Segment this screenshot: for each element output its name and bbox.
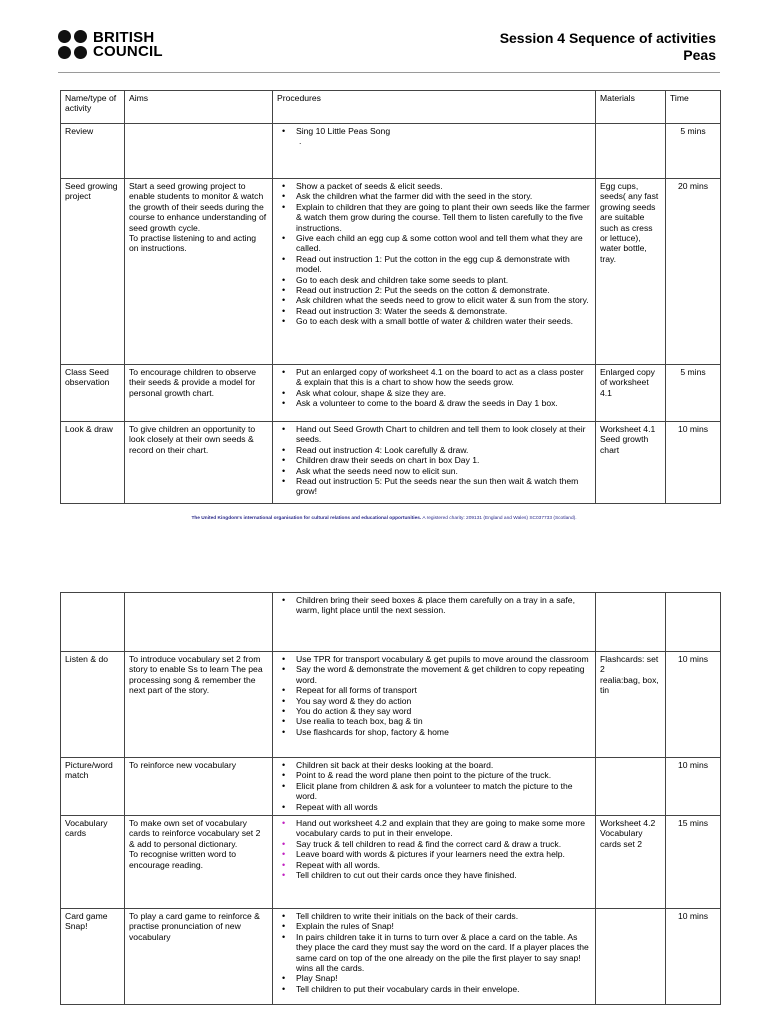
footer-charity-info: A registered charity: 209131 (England and Wales) SC037733 (Scotland). — [422, 516, 577, 521]
procedure-step: • Use realia to teach box, bag & tin — [277, 716, 591, 726]
table-row — [61, 422, 721, 504]
activity-time: 5 mins — [666, 365, 721, 422]
column-header: Name/type of activity — [61, 91, 125, 124]
activity-name: Card game Snap! — [61, 909, 125, 1005]
procedure-step: • Play Snap! — [277, 973, 591, 983]
activity-name: Seed growing project — [61, 179, 125, 365]
procedure-step: • Read out instruction 2: Put the seeds on the cotton & demonstrate. — [277, 285, 591, 295]
logo-line-2: COUNCIL — [93, 42, 163, 60]
procedure-step: • Read out instruction 3: Water the seeds & demonstrate. — [277, 306, 591, 316]
activity-materials: Enlarged copy of worksheet 4.1 — [596, 365, 666, 422]
activity-procedures — [273, 593, 596, 652]
activity-materials — [596, 593, 666, 652]
procedure-step: • Hand out worksheet 4.2 and explain that they are going to make some more vocabulary cards to put in their envelope. — [277, 818, 591, 839]
activity-name: Picture/word match — [61, 758, 125, 816]
procedure-step: • Repeat with all words — [277, 802, 591, 812]
activity-name — [61, 593, 125, 652]
activity-time: 10 mins — [666, 909, 721, 1005]
activity-procedures — [273, 179, 596, 365]
activity-aims: To reinforce new vocabulary — [125, 758, 273, 816]
table-row — [61, 179, 721, 365]
procedure-step: • Children sit back at their desks looking at the board. — [277, 760, 591, 770]
column-header: Time — [666, 91, 721, 124]
activity-procedures — [273, 365, 596, 422]
activity-materials — [596, 909, 666, 1005]
table-row — [61, 124, 721, 179]
procedure-step: • Tell children to write their initials on the back of their cards. — [277, 911, 591, 921]
procedure-step: • Repeat with all words. — [277, 860, 591, 870]
activities-table-page-2 — [60, 592, 721, 1005]
activity-procedures — [273, 758, 596, 816]
activity-materials — [596, 124, 666, 179]
procedure-step: • Children draw their seeds on chart in box Day 1. — [277, 455, 591, 465]
procedure-step: • Use TPR for transport vocabulary & get pupils to move around the classroom — [277, 654, 591, 664]
procedure-step: • Tell children to put their vocabulary cards in their envelope. — [277, 984, 591, 994]
header-divider — [58, 72, 720, 73]
activity-aims — [125, 593, 273, 652]
activity-name: Listen & do — [61, 652, 125, 758]
activity-name: Look & draw — [61, 422, 125, 504]
procedure-step: • Explain the rules of Snap! — [277, 921, 591, 931]
activity-materials: Egg cups, seeds( any fast growing seeds are suitable such as cress or lettuce), water bottle, tray. — [596, 179, 666, 365]
procedure-step: • Point to & read the word plane then point to the picture of the truck. — [277, 770, 591, 780]
table-row — [61, 909, 721, 1005]
activity-time: 5 mins — [666, 124, 721, 179]
procedure-step: • Go to each desk and children take some seeds to plant. — [277, 275, 591, 285]
procedure-step: • Leave board with words & pictures if your learners need the extra help. — [277, 849, 591, 859]
activity-materials: Flashcards: set 2 realia:bag, box, tin — [596, 652, 666, 758]
procedure-step: • Ask the children what the farmer did with the seed in the story. — [277, 191, 591, 201]
activity-time: 10 mins — [666, 422, 721, 504]
activity-procedures — [273, 816, 596, 909]
procedure-step: • Read out instruction 4: Look carefully & draw. — [277, 445, 591, 455]
activity-procedures — [273, 422, 596, 504]
procedure-step: • Tell children to cut out their cards once they have finished. — [277, 870, 591, 880]
page-title — [500, 30, 716, 64]
procedure-step: • Ask what colour, shape & size they are. — [277, 388, 591, 398]
activity-aims: To encourage children to observe their seeds & provide a model for personal growth chart. — [125, 365, 273, 422]
activity-aims: Start a seed growing project to enable students to monitor & watch the growth of their seeds during the course to enhance understanding of seed growth cycle. To practise listening to and acting on instructions. — [125, 179, 273, 365]
column-header: Aims — [125, 91, 273, 124]
table-header-row — [61, 91, 721, 124]
footer-org-statement: The United Kingdom's international organisation for cultural relations and educational opportunities. — [191, 516, 422, 521]
title-line-1: Session 4 Sequence of activities — [499, 30, 716, 46]
activity-materials: Worksheet 4.2 Vocabulary cards set 2 — [596, 816, 666, 909]
activity-time: 10 mins — [666, 758, 721, 816]
procedure-step: • Ask what the seeds need now to elicit sun. — [277, 466, 591, 476]
procedure-step: • Use flashcards for shop, factory & home — [277, 727, 591, 737]
procedure-step: • Put an enlarged copy of worksheet 4.1 on the board to act as a class poster & explain that this is a chart to show how the seeds grow. — [277, 367, 591, 388]
activity-procedures — [273, 124, 596, 179]
table-row — [61, 365, 721, 422]
page-footer — [0, 516, 768, 521]
procedure-step: • Explain to children that they are going to plant their own seeds like the farmer & watch them grow during the course. Tell them to listen carefully to the five instructions. — [277, 202, 591, 233]
table-row — [61, 652, 721, 758]
procedure-step: • Go to each desk with a small bottle of water & children water their seeds. — [277, 316, 591, 326]
column-header: Procedures — [273, 91, 596, 124]
british-council-logo — [58, 30, 163, 59]
activity-time: 15 mins — [666, 816, 721, 909]
activity-time: 10 mins — [666, 652, 721, 758]
activity-time — [666, 593, 721, 652]
procedure-step: • Ask children what the seeds need to grow to elicit water & sun from the story. — [277, 295, 591, 305]
procedure-step: • Sing 10 Little Peas Song — [277, 126, 591, 136]
procedure-tail: . — [299, 136, 302, 147]
procedure-step: • You say word & they do action — [277, 696, 591, 706]
activity-aims: To make own set of vocabulary cards to reinforce vocabulary set 2 & add to personal dictionary. To recognise written word to encourage reading. — [125, 816, 273, 909]
activity-aims: To play a card game to reinforce & practise pronunciation of new vocabulary — [125, 909, 273, 1005]
procedure-step: • Say the word & demonstrate the movement & get children to copy repeating word. — [277, 664, 591, 685]
procedure-step: • Read out instruction 1: Put the cotton in the egg cup & demonstrate with model. — [277, 254, 591, 275]
procedure-step: • In pairs children take it in turns to turn over & place a card on the table. As they place the card they must say the word on the card. If a player places the same card on top of the one already on the pile the first player to say snap! wins all the cards. — [277, 932, 591, 974]
activity-name: Vocabulary cards — [61, 816, 125, 909]
activity-name: Class Seed observation — [61, 365, 125, 422]
activity-name: Review — [61, 124, 125, 179]
procedure-step: • Read out instruction 5: Put the seeds near the sun then wait & watch them grow! — [277, 476, 591, 497]
title-line-2: Peas — [683, 47, 716, 63]
table-row — [61, 593, 721, 652]
activity-materials: Worksheet 4.1 Seed growth chart — [596, 422, 666, 504]
activity-time: 20 mins — [666, 179, 721, 365]
activity-aims — [125, 124, 273, 179]
procedure-step: • Children bring their seed boxes & place them carefully on a tray in a safe, warm, light place until the next session. — [277, 595, 591, 616]
activity-aims: To give children an opportunity to look closely at their own seeds & record on their chart. — [125, 422, 273, 504]
activity-procedures — [273, 652, 596, 758]
activity-aims: To introduce vocabulary set 2 from story to enable Ss to learn The pea processing song & remember the next part of the story. — [125, 652, 273, 758]
logo-dots-icon — [58, 30, 87, 59]
logo-line-1: BRITISH — [93, 28, 155, 46]
procedure-step: • Say truck & tell children to read & find the correct card & draw a truck. — [277, 839, 591, 849]
column-header: Materials — [596, 91, 666, 124]
activity-materials — [596, 758, 666, 816]
activities-table-page-1 — [60, 90, 721, 504]
table-row — [61, 758, 721, 816]
table-row — [61, 816, 721, 909]
procedure-step: • Ask a volunteer to come to the board & draw the seeds in Day 1 box. — [277, 398, 591, 408]
procedure-step: • Hand out Seed Growth Chart to children and tell them to look closely at their seeds. — [277, 424, 591, 445]
procedure-step: • You do action & they say word — [277, 706, 591, 716]
procedure-step: • Elicit plane from children & ask for a volunteer to match the picture to the word. — [277, 781, 591, 802]
procedure-step: • Give each child an egg cup & some cotton wool and tell them what they are called. — [277, 233, 591, 254]
procedure-step: • Repeat for all forms of transport — [277, 685, 591, 695]
procedure-step: • Show a packet of seeds & elicit seeds. — [277, 181, 591, 191]
activity-procedures — [273, 909, 596, 1005]
